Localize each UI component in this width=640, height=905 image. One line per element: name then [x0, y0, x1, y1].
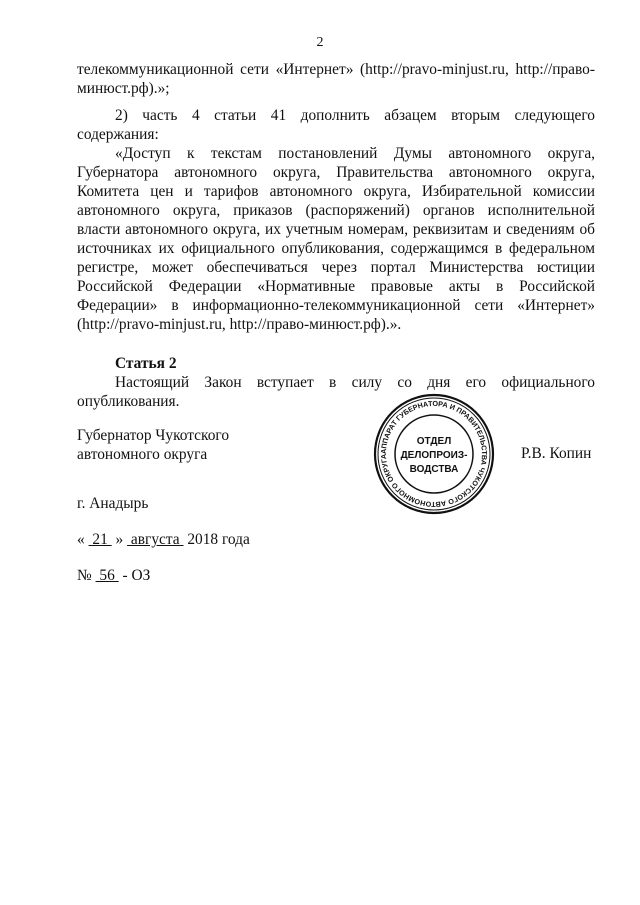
paragraph-entry-into-force: Настоящий Закон вступает в силу со дня его официального опубликования. [77, 374, 595, 410]
law-number [77, 567, 150, 585]
date-close-quote: » [115, 531, 124, 548]
date-year: 2018 года [187, 531, 250, 548]
signatory-title [77, 426, 229, 464]
signatory-title-line2: автономного округа [77, 446, 208, 463]
article-heading: Статья 2 [115, 355, 177, 372]
paragraph-quoted-text: «Доступ к текстам постановлений Думы автономного округа, Губернатора автономного округа, Правительства автономного округа, Комитета цен и тарифов автономного округа, Избирательной комиссии автономного округа, приказов (распоряжений) органов исполнительной власти автономного округа, их учетным номерам, реквизитам и сведениям об источниках их официального опубликования, содержащимся в федеральном регистре, может обеспечиваться через портал Министерства юстиции Российской Федерации «Нормативные правовые акты в Российской Федерации» в информационно-телекоммуникационной сети «Интернет» (http://pravo-minjust.ru, http://право-минюст.рф).». [77, 145, 595, 333]
paragraph-amendment-item: 2) часть 4 статьи 41 дополнить абзацем вторым следующего содержания: [77, 107, 595, 143]
signing-date [77, 531, 250, 549]
date-day: 21 [88, 531, 112, 548]
office-stamp [372, 392, 496, 516]
stamp-line3: ВОДСТВА [409, 464, 459, 475]
stamp-ring-text: АППАРАТ ГУБЕРНАТОРА И ПРАВИТЕЛЬСТВА ЧУКОТСКОГО АВТОНОМНОГО ОКРУГА [378, 398, 490, 510]
law-number-prefix: № [77, 567, 92, 584]
page-number: 2 [316, 35, 324, 50]
law-number-value: 56 [95, 567, 119, 584]
city: г. Анадырь [77, 495, 149, 512]
signatory-name: Р.В. Копин [521, 445, 592, 462]
document-body [77, 60, 595, 411]
stamp-line2: ДЕЛОПРОИЗ- [400, 450, 468, 461]
law-number-suffix: - ОЗ [122, 567, 151, 584]
date-open-quote: « [77, 531, 85, 548]
stamp-line1: ОТДЕЛ [416, 436, 452, 447]
signatory-title-line1: Губернатор Чукотского [77, 427, 230, 444]
paragraph-continuation: телекоммуникационной сети «Интернет» (http://pravo-minjust.ru, http://право-минюст.рф).»; [77, 61, 595, 97]
date-month: августа [127, 531, 184, 548]
